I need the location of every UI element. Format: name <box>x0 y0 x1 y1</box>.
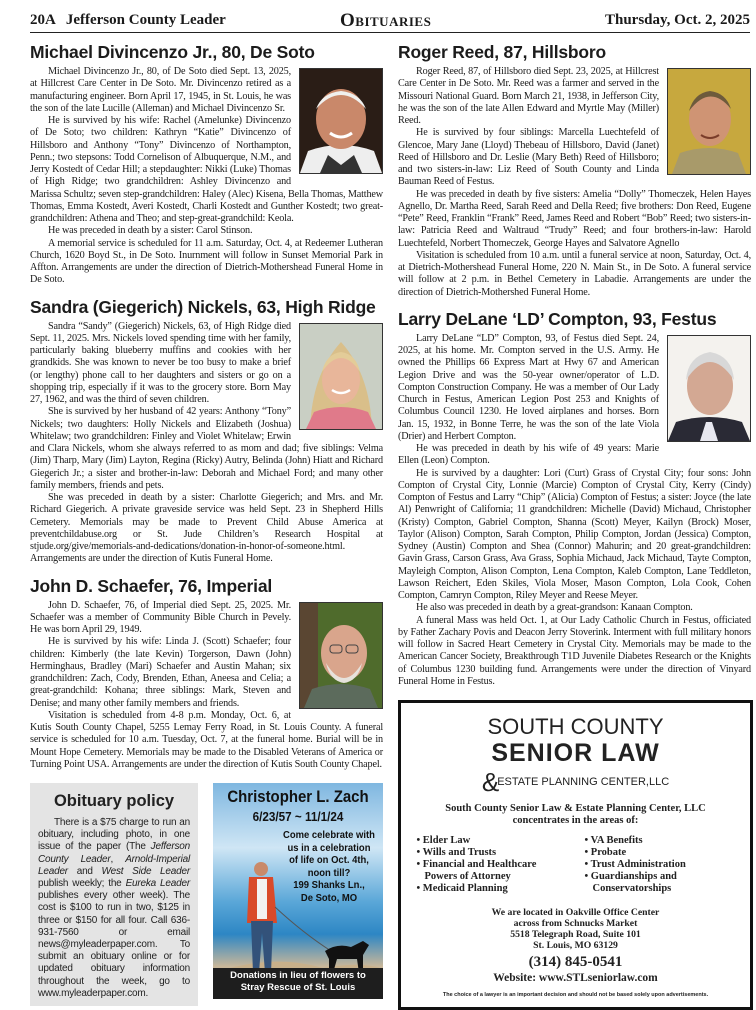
obituary-paragraph: He was preceded in death by a sister: Carol Stinson. <box>48 225 253 237</box>
practice-area: • Elder Law <box>416 835 471 846</box>
logo-line-3 <box>401 767 750 797</box>
obituary-john-schaefer <box>30 576 383 772</box>
logo-ampersand: & <box>481 767 500 798</box>
issue-date: Thursday, Oct. 2, 2025 <box>604 12 750 28</box>
obituary-paragraph: Visitation is scheduled from 4-8 p.m. Monday, Oct. 6, at Kutis South County Chapel, 5255 Lemay Ferry Road, in St. Louis County. A funeral service is scheduled for 10 a.m. Tuesday, Oct. 7, at the funeral home. Burial will be in Mount Hope Cemetery. Memorials may be made to the Disabled Veterans of America or Turning Point USA. Arrangements are under the direction of Kutis South County Chapel. <box>30 709 383 770</box>
policy-segment: publishes every other week). The cost is $100 to run in two, $125 in three or $150 for all four. Call 636-931-7560 or email news@myleaderpaper.com. To submit an obituary online or for updated obituary information throughout the week, go to www.myleaderpaper.com. <box>38 890 190 999</box>
obituary-paragraph: He is survived by four siblings: Marcella Luechtefeld of Glencoe, Mary Jane (Lloyd) Thebeau of Hillsboro, David (Janet) Reed of Hillsboro and Dr. Leslie (Mary Beth) Reed of Hillsboro; and two sisters-in-law: Liz Reed of South County and Linda Bauman Reed of Festus. <box>398 127 659 188</box>
obituary-paragraph: Visitation is scheduled from 10 a.m. until a funeral service at noon, Saturday, Oct. 4, at Dietrich-Mothershead Funeral Home, 220 N. Main St., in De Soto. A funeral service will follow at 2 p.m. in Bethel Cemetery in Labadie. Arrangements are under the direction of Dietrich-Mothershed Funeral Home. <box>398 249 751 298</box>
invite-line: of life on Oct. 4th, <box>289 854 369 866</box>
publication-name: West Side Leader <box>101 865 190 877</box>
ad-phone: (314) 845-0541 <box>528 954 623 970</box>
publication-name: Eureka Leader <box>125 878 190 890</box>
logo-line-1: SOUTH COUNTY <box>487 714 664 739</box>
invite-line: noon till? <box>307 866 351 879</box>
obituary-paragraph: Sandra “Sandy” (Giegerich) Nickels, 63, of High Ridge died Sept. 11, 2025. Mrs. Nickels loved spending time with her family, particularly baking blueberry muffins and cookies with her grandkids. She was known to never be too busy to make a brief (or lengthy) phone call to her daughters and sisters or go on a shopping trip, especially if it was to the grocery store. Born May 27, 1962, and was the third of seven children. <box>30 320 291 405</box>
obituary-paragraph: He was preceded in death by five sisters: Amelia “Dolly” Thomeczek, Helen Hayes Agnello, Dr. Martha Reed, Sarah Reed and Della Reed; five brothers: Don Reed, Eugene “Pete” Reed, Franklin “Frank” Reed, James Reed and Robert “Bob” Reed; two sisters-in-law: Patricia Reed and Waltraud “Trudy” Reed; and four brothers-in-law: Harold Luechtefeld, Norbert Thomeczek, George Hayes and Salvatore Agnello <box>398 188 751 249</box>
address-line: St. Louis, MO 63129 <box>533 940 618 951</box>
practice-areas <box>401 835 750 895</box>
obituary-headline: Sandra (Giegerich) Nickels, 63, High Ridge <box>30 296 376 317</box>
address-line: We are located in Oakville Office Center <box>491 907 660 918</box>
memorial-ad-christopher-zach <box>213 783 383 999</box>
senior-law-ad <box>398 700 753 1010</box>
obituary-paragraph: A memorial service is scheduled for 11 a.m. Saturday, Oct. 4, at Redeemer Lutheran Church, 1620 Boyd St., in De Soto. Inurnment will follow in Sunset Memorial Park in Affton. Arrangements are under the direction of Dietrich-Mothershead Funeral Home in De Soto. <box>30 237 383 286</box>
footer-line: Donations in lieu of flowers to <box>230 970 366 981</box>
photo-roger-reed <box>667 68 751 175</box>
ad-website: Website: www.STLseniorlaw.com <box>493 972 658 984</box>
practice-area: • Medicaid Planning <box>416 883 508 894</box>
obituary-paragraph: He was preceded in death by his wife of 49 years: Marie Ellen (Leon) Compton. <box>398 443 659 467</box>
obituary-sandra-nickels <box>30 297 383 566</box>
policy-segment: , <box>110 853 126 865</box>
intro-line: South County Senior Law & Estate Planning Center, LLC <box>445 803 706 814</box>
policy-segment: publish weekly; the <box>38 878 126 890</box>
left-column <box>30 42 383 1006</box>
obituary-headline: John D. Schaefer, 76, Imperial <box>30 575 273 596</box>
obituary-paragraph: A funeral Mass was held Oct. 1, at Our Lady Catholic Church in Festus, officiated by Father Zachary Povis and Deacon Jerry Stoverink. Interment with full military honors will follow in Sacred Heart Cemetery in Crystal City. Memorials may be made to the American Cancer Society, Breakthrough T1D Juvenile Diabetes Research or the Knights of Columbus 1230 building fund. Arrangements were under the direction of Vinyard Funeral Home in Festus. <box>398 614 751 687</box>
logo-text: ESTATE PLANNING CENTER,LLC <box>497 776 670 789</box>
invite-line: us in a celebration <box>287 841 371 854</box>
obituary-headline: Michael Divincenzo Jr., 80, De Soto <box>30 42 315 62</box>
policy-text <box>38 817 190 1000</box>
policy-segment: There is a $75 charge to run an obituary, including photo, in one issue of the paper (The <box>38 817 190 853</box>
photo-larry-compton <box>667 335 751 442</box>
address-line: across from Schnucks Market <box>513 918 638 929</box>
practice-areas-left <box>417 835 567 895</box>
right-column <box>398 42 751 1010</box>
obituary-headline: Roger Reed, 87, Hillsboro <box>398 42 606 62</box>
practice-areas-right <box>585 835 735 895</box>
practice-area: • VA Benefits <box>584 835 643 846</box>
page-number: 20A <box>30 12 56 28</box>
obituary-larry-compton <box>398 309 751 688</box>
invite-line: Come celebrate with <box>283 829 375 841</box>
obituary-paragraph: He is survived by his wife: Rachel (Amelunke) Divincenzo of De Soto; two children: Kathryn “Katie” Divincenzo of Hillsboro and Anthony “Tony” Divincenzo of Northampton, Penn.; two stepsons: Todd Cornelison of Albuquerque, N.M., and Jerry Kostedt of Cedar Hill; a stepdaughter: Nikki (Luke) Thomas of High Ridge; two grandchildren: Ashley Divincenzo and Marissa Schultz; seven step-grandchildren: Haley (Alec) Kisena, Bella Thomas, Matthew Thomas, Emma Kostedt, Averi Kostedt, Charli Kostedt and Gunther Kostedt; two great-grandchildren: Athena and Theo; and step-great-grandchild: Keola. <box>30 115 383 224</box>
left-bottom-row <box>30 783 383 1006</box>
obituary-paragraph: Michael Divincenzo Jr., 80, of De Soto died Sept. 13, 2025, at Hillcrest Care Center in De Soto. Mr. Divincenzo retired as a manufacturing engineer. Born April 17, 1945, in St. Louis, he was the son of the late Lucille (Alleman) and Michael Divincenzo Sr. <box>30 66 291 114</box>
practice-area: • Financial and Healthcare Powers of Attorney <box>416 859 537 882</box>
obituary-michael-divincenzo <box>30 42 383 287</box>
practice-area: • Probate <box>584 847 627 858</box>
photo-john-schaefer <box>299 602 383 709</box>
obituary-headline: Larry DeLane ‘LD’ Compton, 93, Festus <box>398 308 717 329</box>
obituary-policy-box <box>30 783 198 1006</box>
obituary-paragraph: He is survived by his wife: Linda J. (Scott) Schaefer; four children: Kimberly (the late Kevin) Torgerson, Dawn (John) Herminghaus, Bradley (Mari) Schaefer and Austin Mahan; six grandchildren: Zach, Cody, Brenden, Ethan, Aneesa and Celia; a great-grandchild: Kohana; three siblings: Mark, Steven and Denise; and many other family members and friends. <box>30 636 291 709</box>
logo-line-2: SENIOR LAW <box>491 739 660 767</box>
memorial-invitation <box>280 829 377 904</box>
photo-sandra-nickels <box>299 323 383 430</box>
obituary-roger-reed <box>398 42 751 299</box>
memorial-footer <box>213 968 383 999</box>
intro-line: concentrates in the areas of: <box>512 815 639 826</box>
publication-name: Arnold-Imperial Leader <box>38 853 190 877</box>
ad-intro <box>401 803 750 827</box>
section-title: Obituaries <box>340 10 432 31</box>
practice-area: • Wills and Trusts <box>416 847 497 858</box>
obituary-paragraph: He also was preceded in death by a great-grandson: Kanaan Compton. <box>416 602 693 614</box>
memorial-name: Christopher L. Zach <box>227 787 369 806</box>
obituary-paragraph: She was preceded in death by a sister: Charlotte Giegerich; and Mrs. and Mr. Richard Giegerich. A private graveside service was held Sept. 23 in Shepherd Hills Cemetery. Memorials may be made to Prevent Child Abuse America at preventchildabuse.org or St. Jude Children’s Research Hospital at stjude.org/give/memorials-and-dedications/donation-in-honor-of-someone.html. Arrangements are under the direction of Kutis Funeral Home. <box>30 492 383 565</box>
obituary-paragraph: John D. Schaefer, 76, of Imperial died Sept. 25, 2025. Mr. Schaefer was a member of Community Bible Church in Pevely. He was born April 29, 1949. <box>30 599 291 635</box>
practice-area: • Trust Administration <box>584 859 686 870</box>
address-line: 5518 Telegraph Road, Suite 101 <box>510 929 641 940</box>
obituary-paragraph: She is survived by her husband of 42 years: Anthony “Tony” Nickels; two daughters: Holly Nickels and Elizabeth (Joshua) Whitelaw; two grandchildren: Finley and Violet Whitelaw; Erwin and Clara Nickels, whom she always referred to as mom and dad; five siblings: Velma (Jim) Tharp, Mary (Jim) Layton, Regina (Ricky) Autry, Belinda (John) Hiatt and Richard Giegerich Jr.; a sister and brother-in-law: Deborah and Michael Ford; and many other family members, friends and pets. <box>30 406 383 491</box>
ad-address <box>401 907 750 951</box>
page-header <box>30 8 750 33</box>
policy-segment: and <box>67 865 102 877</box>
obituary-paragraph: He is survived by a daughter: Lori (Curt) Grass of Crystal City; four sons: John Compton of Crystal City, Lonnie (Marcie) Compton of Crystal City, Kerry (Cindy) Compton of Festus and Larry “Chip” (Alicia) Compton of Festus; a sister: Joyce (the late Al) Penwright of California; 11 grandchildren: Michelle (David) Michaud, Christopher (Kristy) Compton, Gabriel Compton, Shanna (Scott) Meyer, Kailyn (Brock) Moser, Taylor (Alison) Compton, Sarah Compton, Philip Compton, Jordan (Jessica) Compton, Sydney (Austin) Compton and Shea (Connor) Mahurin; and 20 great-grandchildren: Gavin Grass, Carson Grass, Ava Grass, Sophia Michaud, Jack Michaud, Tayte Compton, Mayleigh Compton, Alison Compton, Lena Compton, Kaleb Compton, Lane Teddleton, Lawson Reichert, Eden Skiles, Viola Moser, Mason Compton, Lola Cook, Cohen Compton, Camryn Compton, Riley Meyer and Reese Meyer. <box>398 467 751 601</box>
invite-line: De Soto, MO <box>300 891 358 904</box>
memorial-dates: 6/23/57 ~ 11/1/24 <box>252 809 344 824</box>
photo-michael-divincenzo <box>299 68 383 174</box>
policy-title: Obituary policy <box>53 792 175 810</box>
practice-area: • Guardianships and Conservatorships <box>584 871 677 894</box>
ad-disclaimer: The choice of a lawyer is an important decision and should not be based solely upon advertisements. <box>442 992 709 998</box>
obituary-paragraph: Roger Reed, 87, of Hillsboro died Sept. 23, 2025, at Hillcrest Care Center in De Soto. Mr. Reed was a farmer and served in the Missouri National Guard. Born March 21, 1938, in Jefferson City, he was the son of the late Allen Edward and Myrtle May (Miller) Reed. <box>398 66 659 126</box>
publication-name: Jefferson County Leader <box>38 841 190 865</box>
invite-line: 199 Shanks Ln., <box>293 879 365 891</box>
obituary-paragraph: Larry DeLane “LD” Compton, 93, of Festus died Sept. 24, 2025, at his home. Mr. Compton served in the U.S. Army. He owned the Phillips 66 Express Mart at Hwy 67 and American Legion Drive and was the 50-year owner/operator of L.D. Compton Construction Company. He was a member of Our Lady Church in Festus, American Legion Post 253 and Knights of Columbus Council 1230. He loved airplanes and horses. Born Jan. 15, 1932, in Bonne Terre, he was the son of the late Viola (Drier) and Herbert Compton. <box>398 332 659 442</box>
paper-name: Jefferson County Leader <box>65 12 226 28</box>
footer-line: Stray Rescue of St. Louis <box>240 982 356 993</box>
